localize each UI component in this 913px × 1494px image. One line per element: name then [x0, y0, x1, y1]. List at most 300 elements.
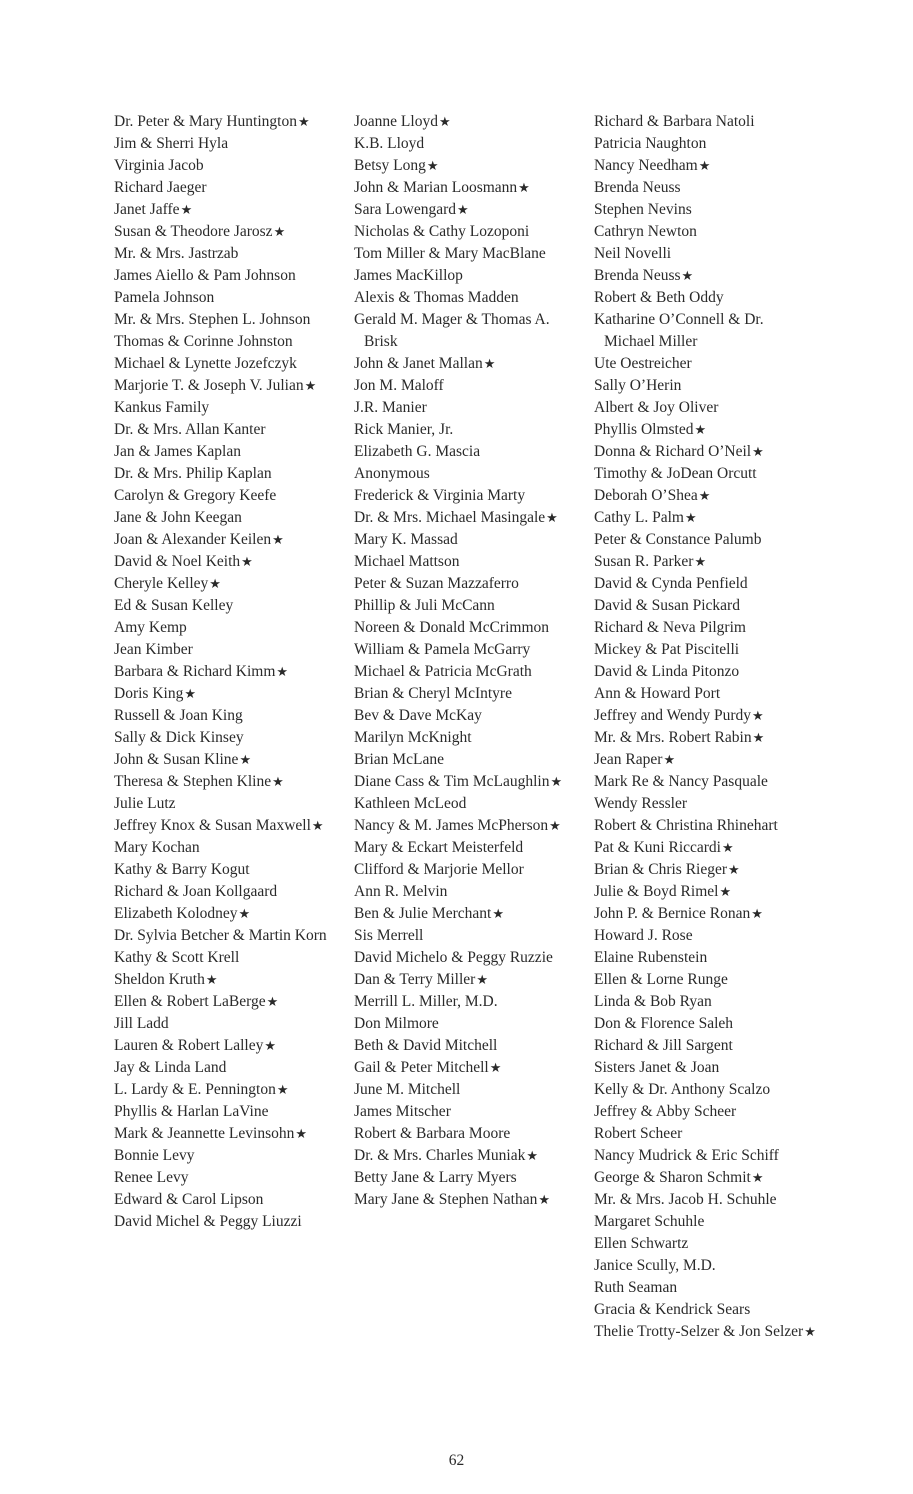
donor-name: Peter & Constance Palumb: [594, 531, 762, 548]
donor-name: Alexis & Thomas Madden: [354, 289, 519, 306]
star-icon: ★: [804, 1324, 816, 1339]
donor-name: Ann & Howard Port: [594, 685, 721, 702]
donor-name: Robert & Beth Oddy: [594, 289, 724, 306]
donor-entry: [594, 661, 816, 683]
donor-entry: [354, 683, 576, 705]
donor-entry: [594, 155, 816, 177]
donor-name: Jeffrey & Abby Scheer: [594, 1103, 737, 1120]
donor-entry: [354, 727, 576, 749]
donor-name: David & Linda Pitonzo: [594, 663, 740, 680]
donor-name: Jean Kimber: [114, 641, 193, 658]
star-icon: ★: [241, 554, 253, 569]
donor-entry: [594, 771, 816, 793]
donor-entry: [354, 1145, 576, 1167]
star-icon: ★: [538, 1192, 551, 1207]
donor-name: Kathleen McLeod: [354, 795, 467, 812]
star-icon: ★: [304, 378, 317, 393]
donor-entry: [354, 397, 576, 419]
donor-entry: [594, 991, 816, 1013]
donor-name: Beth & David Mitchell: [354, 1037, 498, 1054]
donor-entry: [354, 353, 576, 375]
donor-name: John & Susan Kline: [114, 751, 239, 768]
donor-name: Brenda Neuss: [594, 179, 681, 196]
donor-name: Julie Lutz: [114, 795, 176, 812]
donor-name: Anonymous: [354, 465, 430, 482]
donor-name: Michael & Patricia McGrath: [354, 663, 532, 680]
donor-entry: [114, 265, 336, 287]
donor-entry: [354, 441, 576, 463]
donor-name: James Mitscher: [354, 1103, 451, 1120]
donor-entry: [114, 397, 336, 419]
donor-entry: [114, 221, 336, 243]
donor-entry: [354, 837, 576, 859]
donor-name: Ann R. Melvin: [354, 883, 448, 900]
donor-name: Mickey & Pat Piscitelli: [594, 641, 740, 658]
donor-entry: [354, 991, 576, 1013]
donor-entry: [114, 155, 336, 177]
donor-name: Brenda Neuss: [594, 267, 681, 284]
donor-name: Linda & Bob Ryan: [594, 993, 712, 1010]
donor-name: Mary K. Massad: [354, 531, 458, 548]
donor-entry: [354, 309, 576, 353]
donor-entry: [114, 111, 336, 133]
donor-name: Dr. & Mrs. Allan Kanter: [114, 421, 266, 438]
donor-entry: [594, 617, 816, 639]
donor-name: Ben & Julie Merchant: [354, 905, 492, 922]
star-icon: ★: [209, 576, 221, 591]
star-icon: ★: [719, 884, 732, 899]
donor-name: Jane & John Keegan: [114, 509, 242, 526]
donor-entry: [114, 771, 336, 793]
donor-entry: [354, 529, 576, 551]
donor-entry: [114, 595, 336, 617]
donor-name: Clifford & Marjorie Mellor: [354, 861, 524, 878]
star-icon: ★: [264, 1038, 277, 1053]
donor-name: Don Milmore: [354, 1015, 439, 1032]
donor-name: Lauren & Robert Lalley: [114, 1037, 264, 1054]
donor-name: Ellen & Robert LaBerge: [114, 993, 266, 1010]
donor-entry: [114, 925, 336, 947]
donor-name: Ute Oestreicher: [594, 355, 692, 372]
donor-name: Kathy & Barry Kogut: [114, 861, 250, 878]
star-icon: ★: [752, 708, 764, 723]
donor-name: Julie & Boyd Rimel: [594, 883, 719, 900]
donor-name: Jeffrey Knox & Susan Maxwell: [114, 817, 311, 834]
donor-name: Katharine O’Connell & Dr. Michael Miller: [594, 311, 764, 350]
donor-entry: [354, 155, 576, 177]
donor-entry: [594, 133, 816, 155]
donor-name: Marjorie T. & Joseph V. Julian: [114, 377, 304, 394]
donor-name: Kankus Family: [114, 399, 210, 416]
donor-name: Dr. Peter & Mary Huntington: [114, 113, 297, 130]
donor-entry: [114, 1035, 336, 1057]
donor-name: Cathy L. Palm: [594, 509, 684, 526]
donor-entry: [354, 661, 576, 683]
donor-column-3: [594, 111, 816, 1343]
donor-entry: [594, 375, 816, 397]
donor-name: James Aiello & Pam Johnson: [114, 267, 296, 284]
donor-entry: [114, 749, 336, 771]
donor-name: Patricia Naughton: [594, 135, 707, 152]
star-icon: ★: [694, 554, 707, 569]
donor-entry: [114, 661, 336, 683]
donor-entry: [114, 1211, 336, 1233]
donor-entry: [594, 1211, 816, 1233]
star-icon: ★: [238, 906, 251, 921]
donor-entry: [354, 463, 576, 485]
donor-entry: [594, 287, 816, 309]
donor-entry: [594, 1167, 816, 1189]
donor-entry: [354, 111, 576, 133]
donor-entry: [354, 485, 576, 507]
donor-name: Kathy & Scott Krell: [114, 949, 240, 966]
donor-entry: [594, 353, 816, 375]
donor-name: Sis Merrell: [354, 927, 424, 944]
donor-entry: [114, 1167, 336, 1189]
donor-entry: [114, 463, 336, 485]
donor-name: Ed & Susan Kelley: [114, 597, 234, 614]
donor-entry: [114, 969, 336, 991]
donor-entry: [114, 1079, 336, 1101]
donor-name: Mary Kochan: [114, 839, 200, 856]
donor-entry: [594, 551, 816, 573]
donor-entry: [114, 331, 336, 353]
donor-entry: [114, 683, 336, 705]
star-icon: ★: [492, 906, 504, 921]
donor-name: Sara Lowengard: [354, 201, 456, 218]
donor-column-1: [114, 111, 336, 1233]
star-icon: ★: [205, 972, 218, 987]
donor-entry: [594, 1299, 816, 1321]
donor-name: Thelie Trotty-Selzer & Jon Selzer: [594, 1323, 804, 1340]
donor-name: Dr. & Mrs. Michael Masingale: [354, 509, 546, 526]
star-icon: ★: [728, 862, 740, 877]
donor-entry: [594, 177, 816, 199]
donor-entry: [114, 727, 336, 749]
donor-entry: [114, 1189, 336, 1211]
star-icon: ★: [546, 510, 558, 525]
donor-entry: [114, 881, 336, 903]
donor-entry: [594, 1013, 816, 1035]
star-icon: ★: [751, 906, 763, 921]
donor-entry: [594, 485, 816, 507]
donor-entry: [594, 749, 816, 771]
donor-name: Diane Cass & Tim McLaughlin: [354, 773, 550, 790]
donor-entry: [114, 375, 336, 397]
donor-name: Betsy Long: [354, 157, 426, 174]
donor-entry: [354, 1057, 576, 1079]
star-icon: ★: [722, 840, 734, 855]
donor-name: Mark Re & Nancy Pasquale: [594, 773, 768, 790]
donor-name: Renee Levy: [114, 1169, 189, 1186]
donor-entry: [114, 419, 336, 441]
donor-name: Gerald M. Mager & Thomas A. Brisk: [354, 311, 550, 350]
donor-name: Tom Miller & Mary MacBlane: [354, 245, 546, 262]
donor-entry: [114, 1145, 336, 1167]
donor-entry: [594, 441, 816, 463]
star-icon: ★: [311, 818, 324, 833]
donor-name: George & Sharon Schmit: [594, 1169, 751, 1186]
donor-entry: [594, 463, 816, 485]
donor-name: Gracia & Kendrick Sears: [594, 1301, 751, 1318]
donor-name: Carolyn & Gregory Keefe: [114, 487, 277, 504]
donor-name: Sisters Janet & Joan: [594, 1059, 720, 1076]
donor-name: Janet Jaffe: [114, 201, 180, 218]
donor-entry: [354, 287, 576, 309]
donor-name: Russell & Joan King: [114, 707, 243, 724]
donor-entry: [114, 287, 336, 309]
donor-entry: [594, 397, 816, 419]
donor-name: Phyllis & Harlan LaVine: [114, 1103, 269, 1120]
donor-entry: [354, 265, 576, 287]
star-icon: ★: [483, 356, 496, 371]
donor-entry: [594, 639, 816, 661]
donor-entry: [354, 375, 576, 397]
donor-entry: [354, 1013, 576, 1035]
star-icon: ★: [295, 1126, 308, 1141]
donor-entry: [594, 221, 816, 243]
donor-name: Phyllis Olmsted: [594, 421, 694, 438]
donor-name: Nancy Mudrick & Eric Schiff: [594, 1147, 779, 1164]
donor-name: Elizabeth Kolodney: [114, 905, 238, 922]
donor-entry: [594, 1057, 816, 1079]
star-icon: ★: [698, 488, 711, 503]
donor-entry: [594, 727, 816, 749]
star-icon: ★: [694, 422, 707, 437]
donor-name: David & Susan Pickard: [594, 597, 740, 614]
donor-name: Margaret Schuhle: [594, 1213, 705, 1230]
donor-entry: [594, 683, 816, 705]
donor-name: Richard & Jill Sargent: [594, 1037, 733, 1054]
donor-name: Dan & Terry Miller: [354, 971, 476, 988]
donor-entry: [354, 133, 576, 155]
donor-entry: [114, 441, 336, 463]
donor-entry: [594, 243, 816, 265]
donor-name: Marilyn McKnight: [354, 729, 472, 746]
donor-name: Jean Raper: [594, 751, 663, 768]
donor-name: Deborah O’Shea: [594, 487, 698, 504]
donor-name: Gail & Peter Mitchell: [354, 1059, 489, 1076]
donor-entry: [114, 507, 336, 529]
donor-entry: [114, 485, 336, 507]
donor-entry: [594, 1035, 816, 1057]
donor-entry: [354, 243, 576, 265]
donor-name: Howard J. Rose: [594, 927, 693, 944]
donor-entry: [594, 507, 816, 529]
star-icon: ★: [276, 664, 289, 679]
donor-entry: [114, 573, 336, 595]
star-icon: ★: [752, 730, 765, 745]
donor-name: Pat & Kuni Riccardi: [594, 839, 721, 856]
star-icon: ★: [663, 752, 676, 767]
donor-entry: [354, 551, 576, 573]
donor-name: Sheldon Kruth: [114, 971, 205, 988]
donor-name: Mark & Jeannette Levinsohn: [114, 1125, 295, 1142]
donor-name: Doris King: [114, 685, 184, 702]
donor-entry: [594, 1277, 816, 1299]
donor-name: Virginia Jacob: [114, 157, 204, 174]
star-icon: ★: [549, 818, 561, 833]
donor-entry: [354, 815, 576, 837]
donor-name: Timothy & JoDean Orcutt: [594, 465, 757, 482]
donor-entry: [594, 793, 816, 815]
donor-entry: [114, 991, 336, 1013]
donor-entry: [594, 903, 816, 925]
donor-entry: [594, 199, 816, 221]
donor-entry: [594, 265, 816, 287]
donor-entry: [354, 221, 576, 243]
donor-name: Mary Jane & Stephen Nathan: [354, 1191, 538, 1208]
donor-name: William & Pamela McGarry: [354, 641, 531, 658]
donor-name: Kelly & Dr. Anthony Scalzo: [594, 1081, 771, 1098]
donor-name: Theresa & Stephen Kline: [114, 773, 272, 790]
donor-entry: [594, 595, 816, 617]
donor-name: K.B. Lloyd: [354, 135, 425, 152]
donor-entry: [114, 551, 336, 573]
donor-entry: [594, 1321, 816, 1343]
donor-entry: [114, 903, 336, 925]
donor-name: Jim & Sherri Hyla: [114, 135, 229, 152]
donor-name: J.R. Manier: [354, 399, 427, 416]
donor-name: Elizabeth G. Mascia: [354, 443, 481, 460]
star-icon: ★: [550, 774, 563, 789]
donor-name: Jill Ladd: [114, 1015, 169, 1032]
donor-name: James MacKillop: [354, 267, 463, 284]
donor-entry: [354, 573, 576, 595]
donor-name: Phillip & Juli McCann: [354, 597, 495, 614]
star-icon: ★: [526, 1148, 539, 1163]
donor-name: L. Lardy & E. Pennington: [114, 1081, 276, 1098]
donor-name: Betty Jane & Larry Myers: [354, 1169, 517, 1186]
donor-entry: [114, 947, 336, 969]
donor-entry: [594, 859, 816, 881]
donor-name: Mr. & Mrs. Jastrzab: [114, 245, 239, 262]
donor-entry: [114, 353, 336, 375]
donor-entry: [354, 1101, 576, 1123]
star-icon: ★: [476, 972, 488, 987]
star-icon: ★: [272, 774, 284, 789]
donor-name: Brian & Cheryl McIntyre: [354, 685, 512, 702]
donor-entry: [354, 881, 576, 903]
donor-entry: [594, 111, 816, 133]
page-number: 62: [448, 1452, 465, 1469]
donor-name: Bonnie Levy: [114, 1147, 195, 1164]
donor-entry: [594, 1101, 816, 1123]
donor-name: Richard Jaeger: [114, 179, 207, 196]
donor-name: Robert Scheer: [594, 1125, 683, 1142]
donor-entry: [114, 177, 336, 199]
star-icon: ★: [684, 510, 697, 525]
donor-entry: [354, 947, 576, 969]
donor-name: Wendy Ressler: [594, 795, 688, 812]
donor-name: Janice Scully, M.D.: [594, 1257, 716, 1274]
donor-name: Bev & Dave McKay: [354, 707, 482, 724]
donor-name: Susan & Theodore Jarosz: [114, 223, 273, 240]
donor-name: Merrill L. Miller, M.D.: [354, 993, 498, 1010]
donor-entry: [354, 1079, 576, 1101]
donor-entry: [114, 639, 336, 661]
donor-name: Dr. Sylvia Betcher & Martin Korn: [114, 927, 327, 944]
donor-entry: [354, 969, 576, 991]
donor-name: Stephen Nevins: [594, 201, 692, 218]
donor-name: Frederick & Virginia Marty: [354, 487, 526, 504]
donor-name: Neil Novelli: [594, 245, 672, 262]
donor-name: Sally & Dick Kinsey: [114, 729, 244, 746]
donor-name: Edward & Carol Lipson: [114, 1191, 264, 1208]
star-icon: ★: [751, 1170, 764, 1185]
donor-name: Thomas & Corinne Johnston: [114, 333, 293, 350]
donor-entry: [114, 837, 336, 859]
donor-name: Elaine Rubenstein: [594, 949, 708, 966]
star-icon: ★: [698, 158, 711, 173]
donor-entry: [354, 859, 576, 881]
donor-entry: [114, 133, 336, 155]
star-icon: ★: [184, 686, 196, 701]
donor-entry: [114, 705, 336, 727]
donor-name: Mr. & Mrs. Stephen L. Johnson: [114, 311, 311, 328]
donor-entry: [594, 419, 816, 441]
donor-entry: [594, 1255, 816, 1277]
donor-entry: [354, 617, 576, 639]
donor-name: Sally O’Herin: [594, 377, 682, 394]
donor-entry: [114, 1123, 336, 1145]
donor-entry: [594, 309, 816, 353]
donor-entry: [114, 815, 336, 837]
donor-entry: [594, 705, 816, 727]
donor-name: Pamela Johnson: [114, 289, 215, 306]
donor-name: Nancy Needham: [594, 157, 698, 174]
donor-entry: [594, 1123, 816, 1145]
donor-name: Donna & Richard O’Neil: [594, 443, 752, 460]
donor-entry: [114, 529, 336, 551]
donor-entry: [594, 815, 816, 837]
star-icon: ★: [752, 444, 764, 459]
donor-name: David & Noel Keith: [114, 553, 241, 570]
donor-name: John & Janet Mallan: [354, 355, 483, 372]
donor-name: Richard & Neva Pilgrim: [594, 619, 746, 636]
donor-name: Joan & Alexander Keilen: [114, 531, 272, 548]
donor-entry: [114, 243, 336, 265]
donor-entry: [354, 771, 576, 793]
donor-name: Dr. & Mrs. Philip Kaplan: [114, 465, 272, 482]
donor-entry: [114, 1101, 336, 1123]
donor-name: Jon M. Maloff: [354, 377, 444, 394]
donor-name: Peter & Suzan Mazzaferro: [354, 575, 519, 592]
donor-name: Robert & Christina Rhinehart: [594, 817, 778, 834]
donor-entry: [594, 573, 816, 595]
star-icon: ★: [180, 202, 193, 217]
donor-name: Brian McLane: [354, 751, 444, 768]
donor-entry: [354, 1035, 576, 1057]
donor-name: David Michelo & Peggy Ruzzie: [354, 949, 553, 966]
donor-name: Susan R. Parker: [594, 553, 694, 570]
donor-name: Robert & Barbara Moore: [354, 1125, 511, 1142]
donor-entry: [594, 969, 816, 991]
donor-entry: [354, 177, 576, 199]
donor-entry: [594, 529, 816, 551]
donor-name: Noreen & Donald McCrimmon: [354, 619, 550, 636]
donor-entry: [114, 617, 336, 639]
donor-entry: [594, 1189, 816, 1211]
star-icon: ★: [272, 532, 284, 547]
donor-name: Jeffrey and Wendy Purdy: [594, 707, 752, 724]
donor-column-2: [354, 111, 576, 1211]
donor-name: Ellen & Lorne Runge: [594, 971, 728, 988]
donor-name: Cathryn Newton: [594, 223, 697, 240]
donor-name: John P. & Bernice Ronan: [594, 905, 751, 922]
donor-entry: [354, 705, 576, 727]
star-icon: ★: [489, 1060, 502, 1075]
